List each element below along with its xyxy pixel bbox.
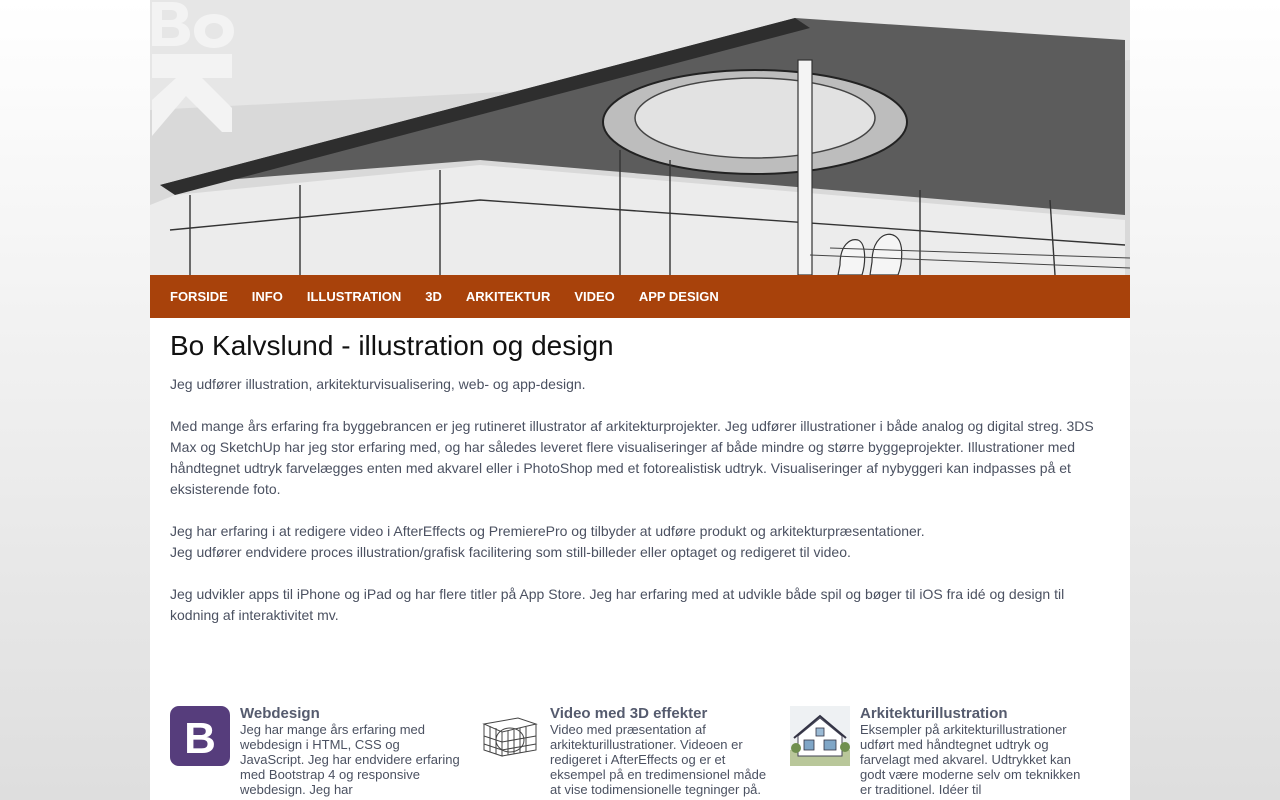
hero-banner	[150, 0, 1130, 275]
main-nav	[150, 275, 1130, 318]
feature-title[interactable]: Video med 3D effekter	[550, 705, 708, 722]
nav-item-video[interactable]: VIDEO	[574, 289, 615, 304]
nav-item-arkitektur[interactable]: ARKITEKTUR	[465, 289, 551, 304]
feature-title[interactable]: Arkitekturillustration	[860, 705, 1008, 722]
nav-item-info[interactable]: INFO	[251, 289, 283, 304]
feature-description: Video med præsentation af arkitekturillustrationer. Videoen er redigeret i AfterEffects og er et eksempel på en tredimensionel måde at vise todimensionelle tegninger på.	[550, 722, 767, 797]
nav-item-3d[interactable]: 3D	[425, 289, 442, 304]
3d-wireframe-icon[interactable]	[480, 706, 540, 766]
hero-sketch-illustration	[150, 0, 1130, 275]
bootstrap-icon[interactable]	[170, 706, 230, 766]
feature-list	[170, 706, 1110, 800]
nav-item-illustration[interactable]: ILLUSTRATION	[306, 289, 402, 304]
nav-item-app-design[interactable]: APP DESIGN	[638, 289, 719, 304]
svg-text:B: B	[184, 714, 216, 763]
page-title: Bo Kalvslund - illustration og design	[170, 330, 614, 361]
paragraph-video: Jeg har erfaring i at redigere video i AfterEffects og PremierePro og tilbyder at udføre produkt og arkitekturpræsentationer.	[170, 523, 925, 539]
house-illustration-icon[interactable]	[790, 706, 850, 766]
nav-item-forside[interactable]: FORSIDE	[170, 289, 228, 304]
paragraph-apps: Jeg udvikler apps til iPhone og iPad og har flere titler på App Store. Jeg har erfaring med at udvikle både spil og bøger til iOS fra idé og design til kodning af interaktivitet mv.	[170, 586, 1065, 623]
feature-description: Eksempler på arkitekturillustrationer udført med håndtegnet udtryk og farvelagt med akvarel. Udtrykket kan godt være moderne selv om teknikken er traditionel. Idéer til	[860, 722, 1081, 797]
feature-description: Jeg har mange års erfaring med webdesign i HTML, CSS og JavaScript. Jeg har endvidere erfaring med Bootstrap 4 og responsive webdesign. Jeg har	[240, 722, 460, 797]
intro-text: Jeg udfører illustration, arkitekturvisualisering, web- og app-design.	[170, 376, 586, 392]
paragraph-architecture: Med mange års erfaring fra byggebrancen er jeg rutineret illustrator af arkitekturprojekter. Jeg udfører illustrationer i både analog og digital streg. 3DS Max og SketchUp har jeg stor erfaring med, og har således leveret flere visualiseringer af både mindre og større byggeprojekter. Illustrationer med håndtegnet udtryk farvelægges enten med akvarel eller i PhotoShop med et fotorealistisk udtryk. Visualiseringer af nybyggeri kan indpasses på et eksisterende foto.	[170, 418, 1094, 497]
paragraph-facilitation: Jeg udfører endvidere proces illustration/grafisk facilitering som still-billeder eller optaget og redigeret til video.	[170, 544, 851, 560]
page-container	[150, 0, 1130, 800]
main-content	[170, 330, 1110, 626]
bok-logo	[150, 0, 236, 138]
feature-title[interactable]: Webdesign	[240, 705, 320, 722]
